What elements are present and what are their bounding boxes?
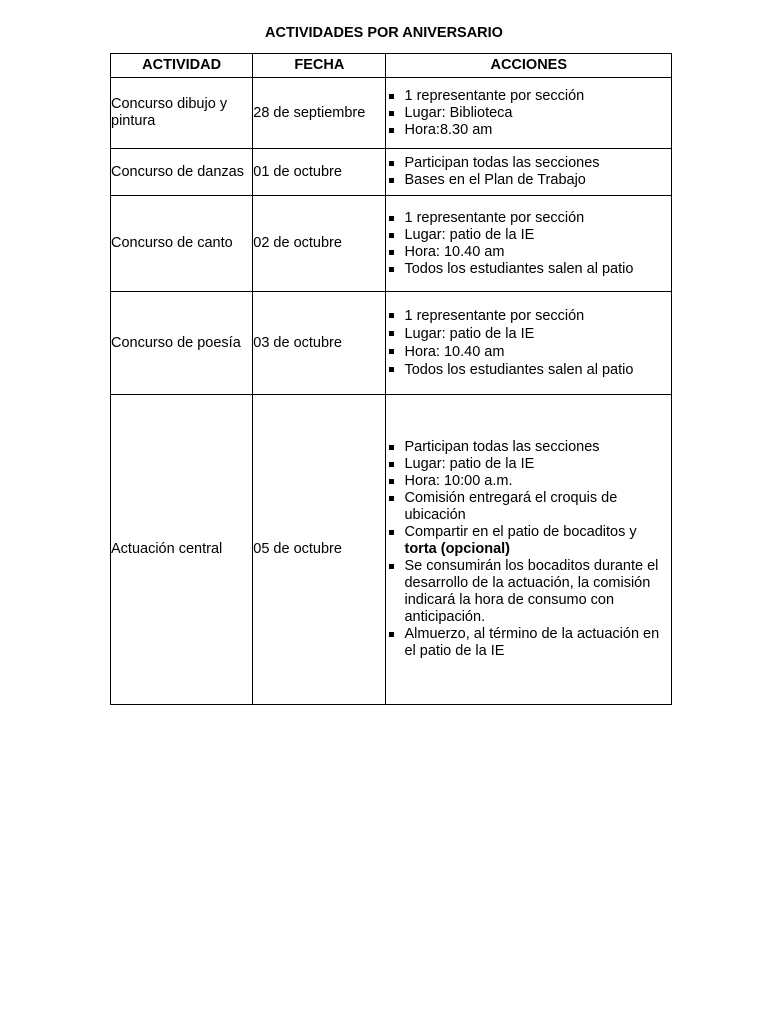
actions-cell (386, 196, 672, 292)
table-row (111, 196, 672, 292)
square-bullet-icon (389, 250, 394, 255)
action-list (386, 307, 671, 379)
actions-cell (386, 292, 672, 395)
header-activity: ACTIVIDAD (111, 54, 253, 78)
action-bold-text: torta (opcional) (404, 541, 511, 557)
date-cell: 01 de octubre (253, 149, 386, 196)
action-list (386, 155, 671, 189)
date-cell: 03 de octubre (253, 292, 386, 395)
document-title: ACTIVIDADES POR ANIVERSARIO (265, 25, 503, 41)
list-item (386, 490, 671, 524)
action-text: Lugar: patio de la IE (404, 326, 535, 342)
table-row (111, 292, 672, 395)
list-item (386, 456, 671, 473)
square-bullet-icon (389, 267, 394, 272)
list-item (386, 439, 671, 456)
square-bullet-icon (389, 161, 394, 166)
action-text: Bases en el Plan de Trabajo (404, 172, 586, 188)
actions-cell (386, 78, 672, 149)
date-cell: 28 de septiembre (253, 78, 386, 149)
square-bullet-icon (389, 479, 394, 484)
action-text: Se consumirán los bocaditos durante el desarrollo de la actuación, la comisión indicará la hora de consumo con anticipación. (404, 558, 659, 625)
action-text: Comisión entregará el croquis de ubicación (404, 490, 618, 523)
action-text: Almuerzo, al término de la actuación en el patio de la IE (404, 626, 660, 659)
square-bullet-icon (389, 233, 394, 238)
square-bullet-icon (389, 564, 394, 569)
activity-cell: Concurso de danzas (111, 149, 253, 196)
header-actions: ACCIONES (386, 54, 672, 78)
list-item (386, 122, 671, 139)
header-date: FECHA (253, 54, 386, 78)
square-bullet-icon (389, 128, 394, 133)
square-bullet-icon (389, 632, 394, 637)
square-bullet-icon (389, 313, 394, 318)
date-cell: 02 de octubre (253, 196, 386, 292)
list-item (386, 524, 671, 558)
action-text: Hora:8.30 am (404, 121, 493, 138)
square-bullet-icon (389, 111, 394, 116)
list-item (386, 558, 671, 626)
activity-cell: Actuación central (111, 395, 253, 705)
list-item (386, 210, 671, 227)
action-text: 1 representante por sección (404, 209, 585, 226)
list-item (386, 244, 671, 261)
list-item (386, 172, 671, 189)
action-text: Lugar: Biblioteca (404, 104, 513, 121)
table-header-row (111, 54, 672, 78)
action-list (386, 439, 671, 660)
square-bullet-icon (389, 496, 394, 501)
date-cell: 05 de octubre (253, 395, 386, 705)
actions-cell (386, 395, 672, 705)
action-text: 1 representante por sección (404, 308, 585, 324)
action-text: Lugar: patio de la IE (404, 456, 535, 472)
action-text: Hora: 10:00 a.m. (404, 473, 513, 489)
square-bullet-icon (389, 94, 394, 99)
activity-cell: Concurso de canto (111, 196, 253, 292)
list-item (386, 105, 671, 122)
square-bullet-icon (389, 349, 394, 354)
action-list (386, 210, 671, 278)
action-text: Hora: 10.40 am (404, 344, 505, 360)
square-bullet-icon (389, 331, 394, 336)
action-text: Compartir en el patio de bocaditos y (404, 524, 637, 540)
activity-cell: Concurso dibujo y pintura (111, 78, 253, 149)
list-item (386, 626, 671, 660)
list-item (386, 227, 671, 244)
square-bullet-icon (389, 530, 394, 535)
activity-cell: Concurso de poesía (111, 292, 253, 395)
list-item (386, 155, 671, 172)
list-item (386, 307, 671, 325)
action-text: Participan todas las secciones (404, 439, 600, 455)
activities-table (110, 53, 672, 705)
list-item (386, 473, 671, 490)
actions-cell (386, 149, 672, 196)
action-text: Todos los estudiantes salen al patio (404, 362, 634, 378)
table-row (111, 395, 672, 705)
action-list (386, 88, 671, 139)
square-bullet-icon (389, 445, 394, 450)
action-text: Lugar: patio de la IE (404, 226, 535, 243)
list-item (386, 261, 671, 278)
action-text: 1 representante por sección (404, 87, 585, 104)
action-text: Todos los estudiantes salen al patio (404, 260, 634, 277)
list-item (386, 88, 671, 105)
table-row (111, 78, 672, 149)
list-item (386, 325, 671, 343)
square-bullet-icon (389, 178, 394, 183)
square-bullet-icon (389, 216, 394, 221)
action-text: Hora: 10.40 am (404, 243, 505, 260)
action-text: Participan todas las secciones (404, 155, 600, 171)
square-bullet-icon (389, 367, 394, 372)
square-bullet-icon (389, 462, 394, 467)
list-item (386, 361, 671, 379)
list-item (386, 343, 671, 361)
table-row (111, 149, 672, 196)
